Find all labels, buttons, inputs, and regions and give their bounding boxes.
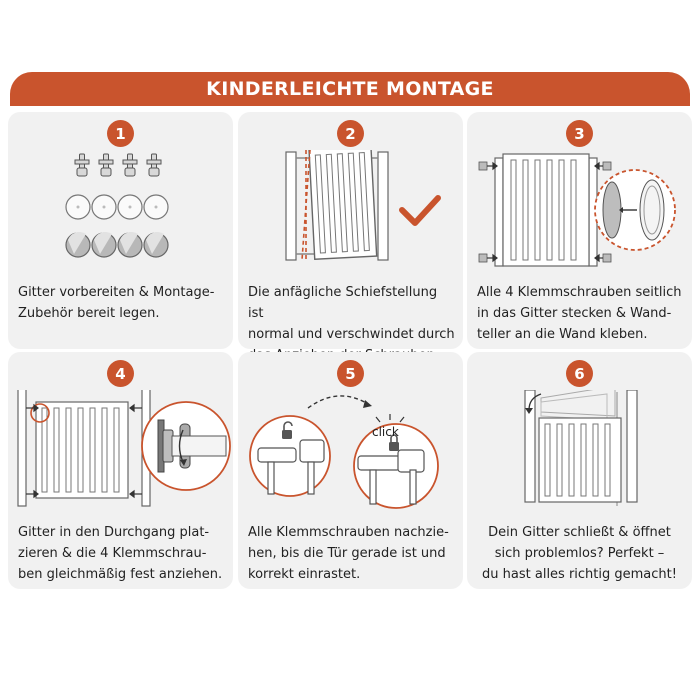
step-description: Die anfägliche Schiefstellung ist normal und verschwindet durch [248,285,455,342]
step-card-1 [8,112,233,349]
tilted-gate-icon [238,150,463,278]
step-card-4 [8,352,233,589]
click-label: click [372,425,399,439]
tighten-screws-icon [8,390,233,518]
step-number-badge: 6 [566,360,593,387]
step-description: Gitter vorbereiten & Montage- Zubehör bereit legen. [18,285,215,321]
gate-swing-icon [467,390,692,518]
step-number-badge: 3 [566,120,593,147]
mounting-parts-icon [8,150,233,278]
title-banner [10,72,690,106]
step-description: Alle 4 Klemmschrauben seitlich in das Gitter stecken & Wand- teller an die Wand kleben. [477,285,682,342]
step-card-5 [238,352,463,589]
step-description: Dein Gitter schließt & öffnet sich problemlos? Perfekt – du hast alles richtig gemacht! [482,525,677,582]
banner-title: KINDERLEICHTE MONTAGE [206,78,494,100]
step-number-badge: 1 [107,120,134,147]
step-number-badge: 4 [107,360,134,387]
step-card-3 [467,112,692,349]
step-description: Gitter in den Durchgang plat- zieren & die 4 Klemmschrau- ben gleichmäßig fest anziehen. [18,525,223,582]
latch-click-icon [238,390,463,518]
clamp-screws-icon [467,150,692,278]
step-description: Alle Klemmschrauben nachzie- hen, bis die Tür gerade ist und korrekt einrastet. [248,525,449,582]
step-card-2 [238,112,463,349]
step-number-badge: 5 [337,360,364,387]
step-card-6 [467,352,692,589]
step-number-badge: 2 [337,120,364,147]
